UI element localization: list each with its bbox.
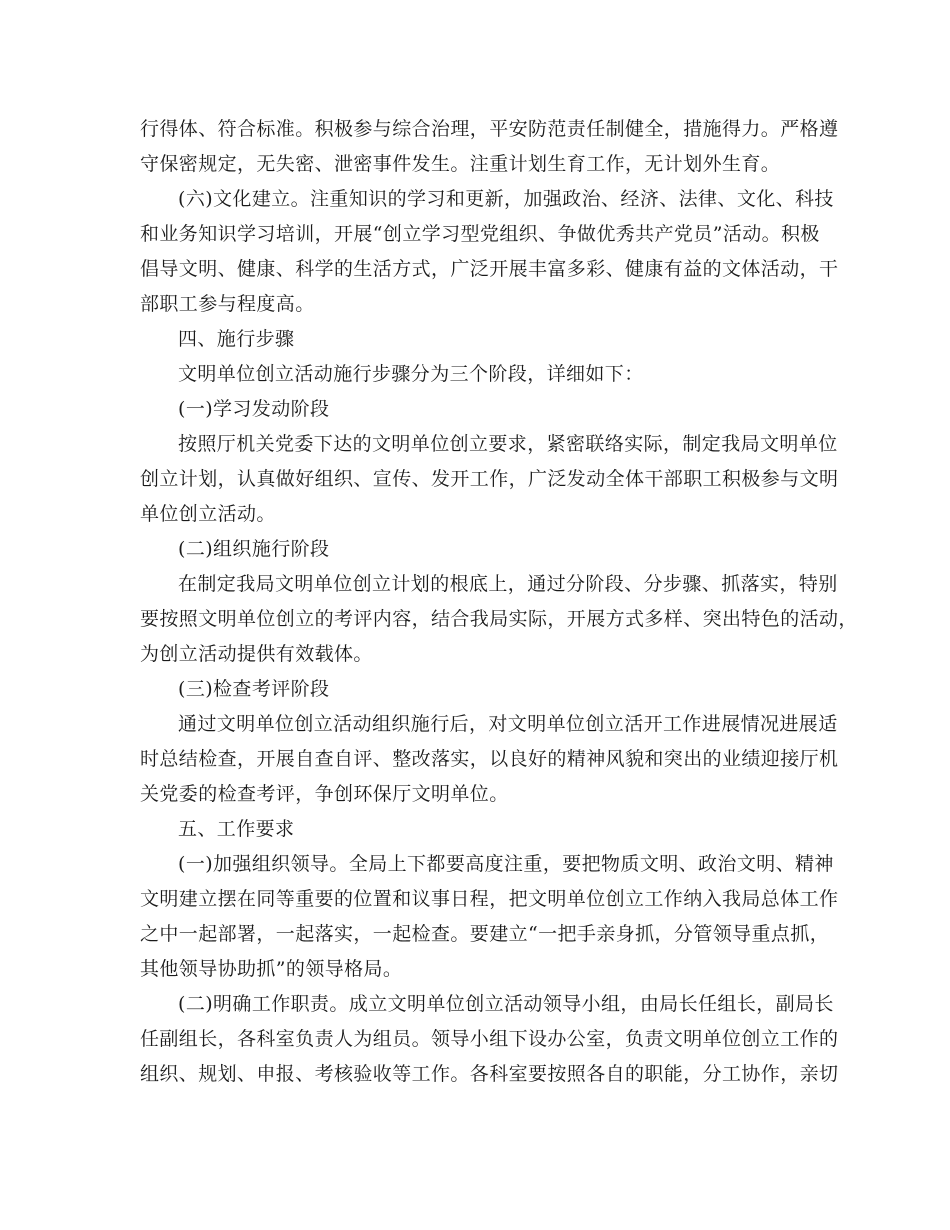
subsection-heading: (三)检查考评阶段	[178, 678, 330, 700]
text-line: 组织、规划、申报、考核验收等工作。各科室要按照各自的职能，分工协作，亲切	[140, 1063, 839, 1085]
text-line: (一)加强组织领导。全局上下都要高度注重，要把物质文明、政治文明、精神	[178, 853, 834, 875]
text-line: 在制定我局文明单位创立计划的根底上，通过分阶段、分步骤、抓落实，特别	[178, 573, 838, 595]
text-line: 和业务知识学习培训，开展“创立学习型党组织、争做优秀共产党员”活动。积极	[140, 223, 820, 245]
text-line: 文明单位创立活动施行步骤分为三个阶段，详细如下：	[178, 363, 644, 385]
subsection-heading: (一)学习发动阶段	[178, 398, 330, 420]
text-line: 部职工参与程度高。	[140, 293, 315, 315]
subsection-heading: (二)组织施行阶段	[178, 538, 330, 560]
text-line: 倡导文明、健康、科学的生活方式，广泛开展丰富多彩、健康有益的文体活动，干	[140, 258, 839, 280]
text-line: 守保密规定，无失密、泄密事件发生。注重计划生育工作，无计划外生育。	[140, 153, 781, 175]
text-line: 要按照文明单位创立的考评内容，结合我局实际，开展方式多样、突出特色的活动，	[140, 608, 858, 630]
text-line: (六)文化建立。注重知识的学习和更新，加强政治、经济、法律、文化、科技	[178, 188, 834, 210]
text-line: 文明建立摆在同等重要的位置和议事日程，把文明单位创立工作纳入我局总体工作	[140, 888, 839, 910]
text-line: 其他领导协助抓”的领导格局。	[140, 958, 403, 980]
text-line: 为创立活动提供有效载体。	[140, 643, 373, 665]
text-line: 之中一起部署，一起落实，一起检查。要建立“一把手亲身抓，分管领导重点抓，	[140, 923, 830, 945]
text-line: 按照厅机关党委下达的文明单位创立要求，紧密联络实际，制定我局文明单位	[178, 433, 838, 455]
text-line: 关党委的检查考评，争创环保厅文明单位。	[140, 783, 509, 805]
section-heading: 四、施行步骤	[178, 328, 295, 350]
text-line: 通过文明单位创立活动组织施行后，对文明单位创立活开工作进展情况进展适	[178, 713, 838, 735]
text-line: 任副组长，各科室负责人为组员。领导小组下设办公室，负责文明单位创立工作的	[140, 1028, 839, 1050]
text-line: 单位创立活动。	[140, 503, 276, 525]
text-line: 时总结检查，开展自查自评、整改落实，以良好的精神风貌和突出的业绩迎接厅机	[140, 748, 839, 770]
section-heading: 五、工作要求	[178, 818, 295, 840]
text-line: 创立计划，认真做好组织、宣传、发开工作，广泛发动全体干部职工积极参与文明	[140, 468, 839, 490]
text-line: (二)明确工作职责。成立文明单位创立活动领导小组，由局长任组长，副局长	[178, 993, 834, 1015]
text-line: 行得体、符合标准。积极参与综合治理，平安防范责任制健全，措施得力。严格遵	[140, 118, 839, 140]
